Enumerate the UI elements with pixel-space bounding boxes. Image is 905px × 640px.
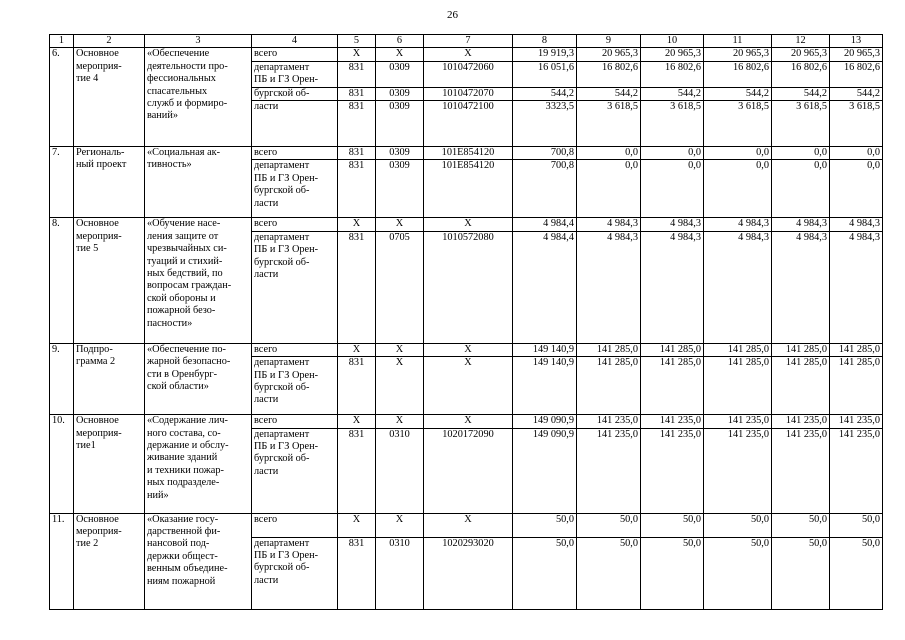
amount-cell: 16 802,6	[641, 61, 704, 87]
code-cell: 831	[338, 231, 376, 343]
executor-cell: департамент ПБ и ГЗ Орен- бургской об- ласти	[252, 357, 338, 415]
amount-cell: 544,2	[830, 87, 883, 100]
header-cell: 10	[641, 35, 704, 48]
code-cell: X	[338, 343, 376, 356]
amount-cell: 3 618,5	[772, 101, 830, 147]
amount-cell: 149 090,9	[513, 428, 577, 513]
executor-cell: всего	[252, 218, 338, 231]
amount-cell: 141 285,0	[577, 357, 641, 415]
code-cell: 831	[338, 61, 376, 87]
code-cell: 1020293020	[424, 537, 513, 609]
code-cell: 0309	[376, 101, 424, 147]
amount-cell: 149 140,9	[513, 343, 577, 356]
code-cell: 0705	[376, 231, 424, 343]
header-cell: 13	[830, 35, 883, 48]
header-cell: 2	[74, 35, 145, 48]
code-cell: 1010572080	[424, 231, 513, 343]
amount-cell: 16 802,6	[830, 61, 883, 87]
code-cell: 0309	[376, 61, 424, 87]
amount-cell: 141 235,0	[830, 428, 883, 513]
amount-cell: 16 802,6	[704, 61, 772, 87]
header-cell: 5	[338, 35, 376, 48]
executor-cell: бургской об-	[252, 87, 338, 100]
measure-type: Основное мероприя- тие 4	[74, 48, 145, 147]
executor-cell: всего	[252, 48, 338, 61]
code-cell: X	[338, 48, 376, 61]
amount-cell: 544,2	[772, 87, 830, 100]
amount-cell: 19 919,3	[513, 48, 577, 61]
measure-type: Основное мероприя- тие 2	[74, 513, 145, 609]
code-cell: X	[338, 218, 376, 231]
measure-name: «Социальная ак- тивность»	[145, 147, 252, 218]
amount-cell: 50,0	[577, 513, 641, 537]
executor-cell: всего	[252, 513, 338, 537]
measure-name: «Обеспечение деятельности про- фессиональных спасательных служб и формиро- ваний»	[145, 48, 252, 147]
amount-cell: 4 984,4	[513, 231, 577, 343]
amount-cell: 544,2	[513, 87, 577, 100]
header-cell: 1	[50, 35, 74, 48]
code-cell: 831	[338, 87, 376, 100]
code-cell: 0309	[376, 160, 424, 218]
code-cell: 0310	[376, 428, 424, 513]
code-cell: 831	[338, 357, 376, 415]
measure-name: «Содержание лич- ного состава, со- держание и обслу- живание зданий и техники пожар- ных подразделе- ний»	[145, 415, 252, 513]
budget-table	[49, 34, 883, 610]
code-cell: 831	[338, 160, 376, 218]
amount-cell: 20 965,3	[641, 48, 704, 61]
amount-cell: 50,0	[577, 537, 641, 609]
amount-cell: 16 802,6	[577, 61, 641, 87]
code-cell: X	[376, 48, 424, 61]
header-cell: 6	[376, 35, 424, 48]
amount-cell: 141 285,0	[830, 343, 883, 356]
amount-cell: 0,0	[641, 160, 704, 218]
row-number: 10.	[50, 415, 74, 513]
measure-type: Подпро- грамма 2	[74, 343, 145, 414]
amount-cell: 700,8	[513, 147, 577, 160]
table-row	[50, 218, 883, 231]
amount-cell: 141 235,0	[704, 428, 772, 513]
row-number: 11.	[50, 513, 74, 609]
header-row	[50, 35, 883, 48]
amount-cell: 141 235,0	[772, 415, 830, 428]
amount-cell: 20 965,3	[704, 48, 772, 61]
amount-cell: 16 802,6	[772, 61, 830, 87]
amount-cell: 50,0	[830, 513, 883, 537]
row-number: 7.	[50, 147, 74, 218]
code-cell: X	[338, 513, 376, 537]
code-cell: X	[338, 415, 376, 428]
amount-cell: 141 235,0	[641, 428, 704, 513]
amount-cell: 50,0	[704, 513, 772, 537]
amount-cell: 50,0	[641, 537, 704, 609]
amount-cell: 50,0	[513, 537, 577, 609]
code-cell: X	[424, 218, 513, 231]
code-cell: X	[424, 343, 513, 356]
table-row	[50, 415, 883, 428]
code-cell: X	[376, 218, 424, 231]
amount-cell: 544,2	[577, 87, 641, 100]
amount-cell: 141 285,0	[772, 343, 830, 356]
amount-cell: 4 984,3	[830, 231, 883, 343]
code-cell: 0309	[376, 147, 424, 160]
amount-cell: 3 618,5	[577, 101, 641, 147]
amount-cell: 4 984,3	[577, 231, 641, 343]
amount-cell: 141 285,0	[830, 357, 883, 415]
amount-cell: 544,2	[704, 87, 772, 100]
amount-cell: 0,0	[830, 160, 883, 218]
executor-cell: департамент ПБ и ГЗ Орен-	[252, 61, 338, 87]
code-cell: X	[376, 343, 424, 356]
measure-name: «Обеспечение по- жарной безопасно- сти в Оренбург- ской области»	[145, 343, 252, 414]
amount-cell: 0,0	[641, 147, 704, 160]
header-cell: 4	[252, 35, 338, 48]
code-cell: X	[424, 48, 513, 61]
table-row	[50, 48, 883, 61]
amount-cell: 20 965,3	[830, 48, 883, 61]
amount-cell: 4 984,3	[772, 218, 830, 231]
code-cell: 0309	[376, 87, 424, 100]
amount-cell: 3 618,5	[830, 101, 883, 147]
measure-type: Региональ- ный проект	[74, 147, 145, 218]
amount-cell: 0,0	[830, 147, 883, 160]
code-cell: X	[424, 415, 513, 428]
header-cell: 11	[704, 35, 772, 48]
code-cell: X	[376, 415, 424, 428]
amount-cell: 0,0	[772, 160, 830, 218]
amount-cell: 141 285,0	[704, 343, 772, 356]
code-cell: 831	[338, 147, 376, 160]
measure-type: Основное мероприя- тие1	[74, 415, 145, 513]
amount-cell: 149 090,9	[513, 415, 577, 428]
code-cell: 831	[338, 101, 376, 147]
page-number: 26	[447, 9, 458, 21]
row-number: 9.	[50, 343, 74, 414]
row-number: 8.	[50, 218, 74, 343]
amount-cell: 141 235,0	[704, 415, 772, 428]
amount-cell: 3323,5	[513, 101, 577, 147]
amount-cell: 0,0	[577, 147, 641, 160]
amount-cell: 50,0	[772, 513, 830, 537]
code-cell: 0310	[376, 537, 424, 609]
amount-cell: 4 984,3	[641, 231, 704, 343]
amount-cell: 141 285,0	[577, 343, 641, 356]
amount-cell: 50,0	[830, 537, 883, 609]
executor-cell: ласти	[252, 101, 338, 147]
amount-cell: 0,0	[772, 147, 830, 160]
executor-cell: департамент ПБ и ГЗ Орен- бургской об- ласти	[252, 537, 338, 609]
header-cell: 9	[577, 35, 641, 48]
amount-cell: 0,0	[704, 147, 772, 160]
amount-cell: 20 965,3	[577, 48, 641, 61]
amount-cell: 141 285,0	[704, 357, 772, 415]
amount-cell: 141 235,0	[577, 428, 641, 513]
amount-cell: 16 051,6	[513, 61, 577, 87]
amount-cell: 4 984,3	[577, 218, 641, 231]
table-row	[50, 147, 883, 160]
amount-cell: 4 984,3	[772, 231, 830, 343]
amount-cell: 50,0	[513, 513, 577, 537]
code-cell: X	[424, 357, 513, 415]
code-cell: X	[376, 357, 424, 415]
amount-cell: 141 235,0	[577, 415, 641, 428]
code-cell: X	[424, 513, 513, 537]
code-cell: 1020172090	[424, 428, 513, 513]
amount-cell: 4 984,4	[513, 218, 577, 231]
amount-cell: 50,0	[704, 537, 772, 609]
code-cell: 1010472070	[424, 87, 513, 100]
amount-cell: 700,8	[513, 160, 577, 218]
header-cell: 7	[424, 35, 513, 48]
amount-cell: 141 235,0	[830, 415, 883, 428]
header-cell: 8	[513, 35, 577, 48]
row-number: 6.	[50, 48, 74, 147]
amount-cell: 141 235,0	[641, 415, 704, 428]
amount-cell: 0,0	[704, 160, 772, 218]
amount-cell: 4 984,3	[704, 231, 772, 343]
executor-cell: всего	[252, 415, 338, 428]
amount-cell: 3 618,5	[704, 101, 772, 147]
amount-cell: 4 984,3	[830, 218, 883, 231]
code-cell: 831	[338, 537, 376, 609]
amount-cell: 141 285,0	[641, 343, 704, 356]
executor-cell: департамент ПБ и ГЗ Орен- бургской об- ласти	[252, 428, 338, 513]
executor-cell: всего	[252, 147, 338, 160]
amount-cell: 141 235,0	[772, 428, 830, 513]
code-cell: 831	[338, 428, 376, 513]
amount-cell: 149 140,9	[513, 357, 577, 415]
code-cell: 101E854120	[424, 147, 513, 160]
code-cell: X	[376, 513, 424, 537]
amount-cell: 50,0	[641, 513, 704, 537]
measure-name: «Обучение насе- ления защите от чрезвычайных си- туаций и стихий- ных бедствий, по вопросам граждан- ской обороны и пожарной безо- пасности»	[145, 218, 252, 343]
executor-cell: департамент ПБ и ГЗ Орен- бургской об- ласти	[252, 160, 338, 218]
executor-cell: всего	[252, 343, 338, 356]
executor-cell: департамент ПБ и ГЗ Орен- бургской об- ласти	[252, 231, 338, 343]
amount-cell: 0,0	[577, 160, 641, 218]
amount-cell: 141 285,0	[772, 357, 830, 415]
table-row	[50, 513, 883, 537]
amount-cell: 4 984,3	[641, 218, 704, 231]
header-cell: 12	[772, 35, 830, 48]
code-cell: 1010472100	[424, 101, 513, 147]
amount-cell: 4 984,3	[704, 218, 772, 231]
amount-cell: 3 618,5	[641, 101, 704, 147]
header-cell: 3	[145, 35, 252, 48]
amount-cell: 141 285,0	[641, 357, 704, 415]
code-cell: 101E854120	[424, 160, 513, 218]
code-cell: 1010472060	[424, 61, 513, 87]
measure-type: Основное мероприя- тие 5	[74, 218, 145, 343]
measure-name: «Оказание госу- дарственной фи- нансовой под- держки общест- венным объедине- ниям пожарной	[145, 513, 252, 609]
amount-cell: 50,0	[772, 537, 830, 609]
amount-cell: 20 965,3	[772, 48, 830, 61]
amount-cell: 544,2	[641, 87, 704, 100]
table-row	[50, 343, 883, 356]
